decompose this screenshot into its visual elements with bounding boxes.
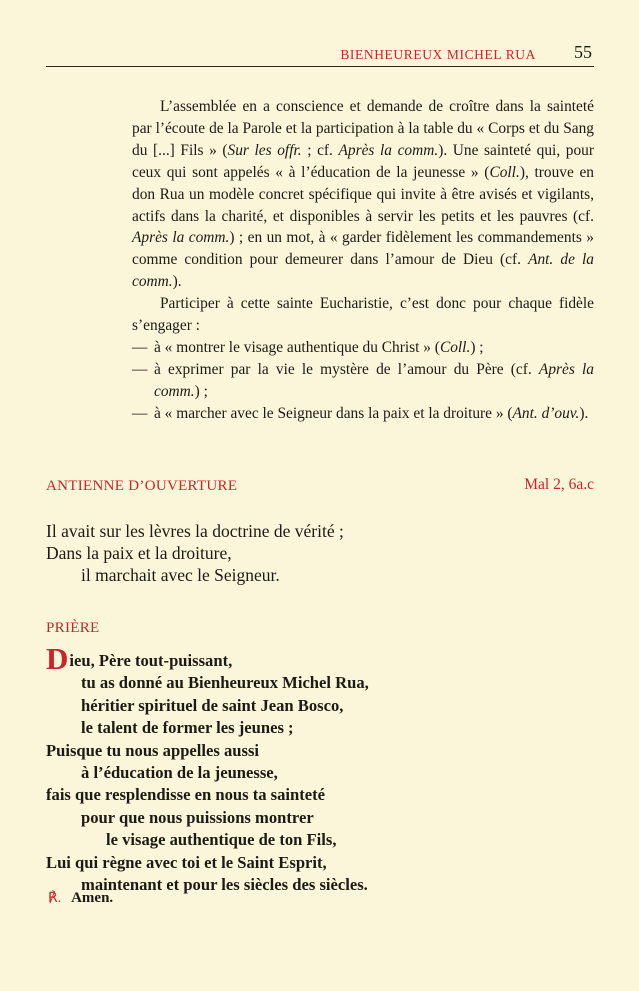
prayer-line: fais que resplendisse en nous ta sainteté	[46, 785, 326, 805]
drop-cap: D	[46, 641, 69, 676]
antiphon-line: Il avait sur les lèvres la doctrine de vérité ;	[46, 521, 344, 541]
dash-marker: —	[132, 338, 148, 356]
prayer-line: maintenant et pour les siècles des siècles.	[81, 875, 368, 895]
introduction	[132, 96, 594, 425]
prayer-line: tu as donné au Bienheureux Michel Rua,	[81, 673, 369, 693]
antiphon-line: il marchait avec le Seigneur.	[81, 565, 280, 585]
entrance-antiphon	[46, 520, 344, 586]
commitments-list	[132, 337, 594, 425]
page-number: 55	[574, 42, 592, 62]
list-item	[132, 403, 594, 425]
entrance-antiphon-heading: ANTIENNE D’OUVERTURE	[46, 478, 238, 494]
response-symbol: ℟.	[48, 891, 62, 906]
running-title: BIENHEUREUX MICHEL RUA	[340, 47, 536, 62]
list-item-text: à « marcher avec le Seigneur dans la paix et la droiture » (Ant. d’ouv.).	[154, 404, 589, 422]
intro-paragraph-1: L’assemblée en a conscience et demande de croître dans la sainteté par l’écoute de la Parole et la participation à la table du « Corps et du Sang du [...] Fils » (Sur les offr. ; cf. Après la comm.). Une sainteté qui, pour ceux qui sont appelés « à l’éducation de la jeunesse » (Coll.), trouve en don Rua un modèle concret spécifique qui invite à être avisés et vigilants, actifs dans la charité, et disponibles à servir les petits et les pauvres (cf. Après la comm.) ; en un mot, à « garder fidèlement les commandements » comme condition pour demeurer dans l’amour de Dieu (cf. Ant. de la comm.).	[132, 98, 595, 291]
dash-marker: —	[132, 404, 148, 422]
list-item	[132, 359, 594, 403]
response-text: Amen.	[71, 890, 114, 906]
list-item	[132, 337, 594, 359]
prayer-line: pour que nous puissions montrer	[81, 807, 314, 827]
page-header	[46, 38, 594, 67]
antiphon-line: Dans la paix et la droiture,	[46, 543, 232, 563]
collect-prayer	[46, 641, 369, 896]
response	[48, 890, 113, 907]
prayer-line	[46, 641, 369, 676]
prayer-heading: PRIÈRE	[46, 620, 100, 636]
prayer-line: à l’éducation de la jeunesse,	[81, 763, 278, 783]
prayer-line: Puisque tu nous appelles aussi	[46, 740, 260, 760]
list-item-text: à exprimer par la vie le mystère de l’amour du Père (cf. Après la comm.) ;	[154, 360, 594, 400]
scripture-reference: Mal 2, 6a.c	[524, 476, 594, 493]
intro-paragraph-2: Participer à cette sainte Eucharistie, c’est donc pour chaque fidèle s’engager :	[132, 295, 594, 335]
prayer-line: le visage authentique de ton Fils,	[106, 830, 337, 850]
prayer-line: le talent de former les jeunes ;	[81, 718, 294, 738]
prayer-line: héritier spirituel de saint Jean Bosco,	[81, 695, 344, 715]
dash-marker: —	[132, 360, 148, 378]
prayer-line: Lui qui règne avec toi et le Saint Esprit,	[46, 852, 327, 872]
list-item-text: à « montrer le visage authentique du Christ » (Coll.) ;	[154, 338, 484, 356]
prayer-first-line-text: ieu, Père tout-puissant,	[69, 651, 233, 670]
